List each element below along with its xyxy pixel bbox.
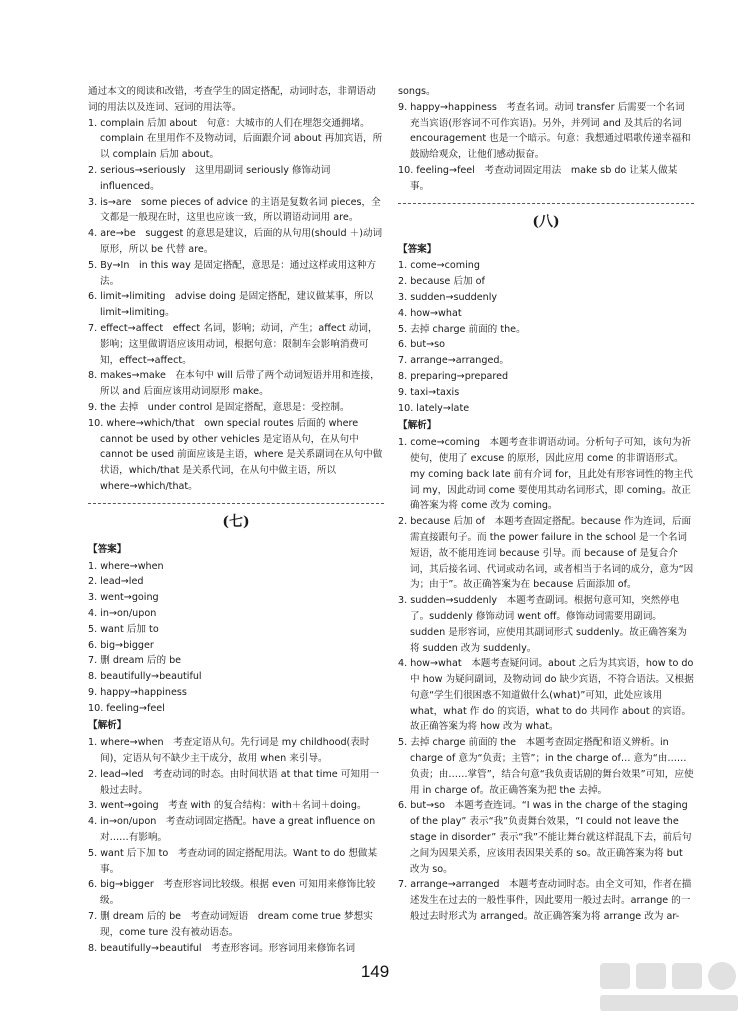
- analysis-item: 6. but→so 本题考查连词。“I was in the charge of the staging of the play” 表示“我”负责舞台效果，“I could not leave the stage in disorder” 表示“我”不能让舞台就这样混乱下去，前后句之间为因果关系，应该用表因果关系的 so。故正确答案为将 but 改为 so。: [398, 800, 692, 875]
- answer-item: 7. 删 dream 后的 be: [88, 655, 182, 667]
- analysis-list: [88, 735, 384, 956]
- analysis-item: 2. because 后加 of 本题考查固定搭配。because 作为连词，后面需直接跟句子。而 the power failure in the school 是一个名词短语，故不能用连词 because 引导。而 because of 是复合介词，其后接名词、代词或动名词，或者相当于名词的成分，意为“因为；由于”。故正确答案为在 because 后面添加 of。: [398, 516, 694, 591]
- answer-item: 8. preparing→prepared: [398, 370, 509, 382]
- answer-item: 9. taxi→taxis: [398, 386, 460, 398]
- right-column: [398, 84, 694, 925]
- answer-item: 9. happy→happiness: [88, 686, 187, 698]
- answer-item: 4. in→on/upon: [88, 607, 157, 619]
- left-items-list: [88, 116, 384, 495]
- answer-item: 6. but→so: [398, 339, 446, 351]
- analysis-item: 1. come→coming 本题考查非谓语动词。分析句子可知，该句为祈使句，使用了 excuse 的原形，因此应用 come 的非谓语形式。my coming back late 前有介词 for，且此处有形容词性的物主代词 my，因此动词 come 要使用其动名词形式，即 coming。故正确答案为将 come 改为 coming。: [398, 437, 693, 512]
- analysis-list: [398, 435, 694, 925]
- analysis-item: 2. lead→led 考查动词的时态。由时间状语 at that time 可知用一般过去时。: [88, 768, 380, 796]
- answer-item: 5. 去掉 charge 前面的 the。: [398, 323, 526, 335]
- list-item: 10. where→which/that own special routes 后面的 where cannot be used by other vehicles 是定语从句，在从句中 cannot be used 前面应该是主语，where 是关系副词在从句中做状语，which/that 是关系代词，在从句中做主语，所以 where→which/that。: [88, 417, 383, 492]
- list-item: 8. makes→make 在本句中 will 后带了两个动词短语并用和连接，所以 and 后面应该用动词原形 make。: [88, 370, 380, 398]
- list-item: 9. the 去掉 under control 是固定搭配，意思是：受控制。: [88, 401, 350, 413]
- answer-item: 4. how→what: [398, 307, 462, 319]
- answer-item: 2. because 后加 of: [398, 276, 485, 288]
- analysis-item: 5. 去掉 charge 前面的 the 本题考查固定搭配和语义辨析。in charge of 意为“负责；主管”；in the charge of… 意为“由……负责；由……掌管”，结合句意“我负责话剧的舞台效果”可知，应使用 in charge of。故正确答案为把 the 去掉。: [398, 737, 694, 796]
- answer-item: 1. come→coming: [398, 260, 480, 272]
- section-title-8: (八): [532, 213, 560, 230]
- analysis-item: 3. went→going 考查 with 的复合结构：with＋名词＋doing。: [88, 800, 367, 812]
- answers-label: 【答案】: [398, 243, 437, 255]
- answer-item: 7. arrange→arranged。: [398, 355, 510, 367]
- answers-list: [398, 258, 694, 416]
- list-item: 5. By→In in this way 是固定搭配，意思是：通过这样或用这种方法。: [88, 259, 377, 287]
- analysis-item: 7. arrange→arranged 本题考查动词时态。由全文可知，作者在描述发生在过去的一般性事件，因此要用一般过去时。arrange 的一般过去时形式为 arranged。故正确答案为将 arrange 改为 ar-: [398, 879, 692, 923]
- analysis-item: 4. how→what 本题考查疑问词。about 之后为其宾语，how to do 中 how 为疑问副词，及物动词 do 缺少宾语，不符合语法。又根据句意“学生们很困惑不知道做什么(what)”可知，此处应该用 what，what 作 do 的宾语，what to do 共同作 about 的宾语。故正确答案为将 how 改为 what。: [398, 658, 694, 733]
- right-items-list: [398, 100, 694, 195]
- analysis-item: 1. where→when 考查定语从句。先行词是 my childhood(表时间)，定语从句不缺少主干成分，故用 when 来引导。: [88, 737, 370, 765]
- list-item: 7. effect→affect effect 名词，影响；动词，产生；affect 动词，影响；这里做谓语应该用动词，根据句意：限制车会影响消费可知，effect→affect。: [88, 322, 378, 366]
- list-item: 10. feeling→feel 考查动词固定用法 make sb do 让某人做某事。: [398, 164, 678, 192]
- list-item: 2. serious→seriously 这里用副词 seriously 修饰动词 influenced。: [88, 164, 331, 192]
- answer-item: 2. lead→led: [88, 576, 144, 588]
- answer-item: 6. big→bigger: [88, 639, 154, 651]
- watermark-logo-icon: [594, 957, 744, 1017]
- list-item: 9. happy→happiness 考查名词。动词 transfer 后需要一个名词充当宾语(形容词不可作宾语)。另外，并列词 and 及其后的名词 encouragement 也是一个暗示。句意：我想通过唱歌传递幸福和鼓励给观众，让他们感动振奋。: [398, 101, 691, 161]
- list-item: 6. limit→limiting advise doing 是固定搭配，建议做某事，所以 limit→limiting。: [88, 291, 374, 319]
- analysis-label: 【解析】: [88, 720, 127, 732]
- answer-item: 5. want 后加 to: [88, 623, 159, 635]
- list-item: 1. complain 后加 about 句意：大城市的人们在埋怨交通拥堵。complain 在里用作不及物动词，后面跟介词 about 再加宾语，所以 complain 后加 about。: [88, 117, 383, 161]
- continued-text: songs。: [398, 86, 436, 97]
- analysis-item: 5. want 后下加 to 考查动词的固定搭配用法。Want to do 想做某事。: [88, 847, 378, 875]
- analysis-label: 【解析】: [398, 420, 437, 432]
- section-divider: [88, 503, 384, 504]
- analysis-item: 7. 删 dream 后的 be 考查动词短语 dream come true 梦想实现，come ture 没有被动语态。: [88, 911, 373, 938]
- intro-paragraph: 通过本文的阅读和改错，考查学生的固定搭配，动词时态，非谓语动词的用法以及连词、冠词的用法等。: [88, 86, 376, 113]
- answer-item: 1. where→when: [88, 560, 164, 572]
- analysis-item: 8. beautifully→beautiful 考查形容词。形容词用来修饰名词: [88, 942, 356, 954]
- list-item: 3. is→are some pieces of advice 的主语是复数名词 pieces，全文都是一般现在时，这里也应该一致，所以谓语动词用 are。: [88, 196, 381, 224]
- analysis-item: 4. in→on/upon 考查动词固定搭配。have a great influence on 对……有影响。: [88, 816, 376, 844]
- answer-item: 8. beautifully→beautiful: [88, 671, 202, 683]
- answer-item: 3. sudden→suddenly: [398, 291, 498, 303]
- answer-item: 3. went→going: [88, 592, 159, 604]
- answer-item: 10. lately→late: [398, 402, 470, 414]
- answers-list: [88, 559, 384, 717]
- list-item: 4. are→be suggest 的意思是建议，后面的从句用(should ＋)动词原形，所以 be 代替 are。: [88, 228, 383, 255]
- answer-item: 10. feeling→feel: [88, 702, 165, 714]
- section-title-7: (七): [222, 513, 250, 530]
- left-column: [88, 84, 384, 956]
- analysis-item: 6. big→bigger 考查形容词比较级。根据 even 可知用来修饰比较级。: [88, 879, 376, 907]
- answers-label: 【答案】: [88, 543, 127, 555]
- page-number: 149: [360, 962, 390, 981]
- analysis-item: 3. sudden→suddenly 本题考查副词。根据句意可知，突然停电了。suddenly 修饰动词 went off。修饰动词需要用副词。sudden 是形容词，应使用其副词形式 suddenly。故正确答案为将 sudden 改为 suddenly。: [398, 595, 687, 654]
- section-divider: [398, 203, 694, 204]
